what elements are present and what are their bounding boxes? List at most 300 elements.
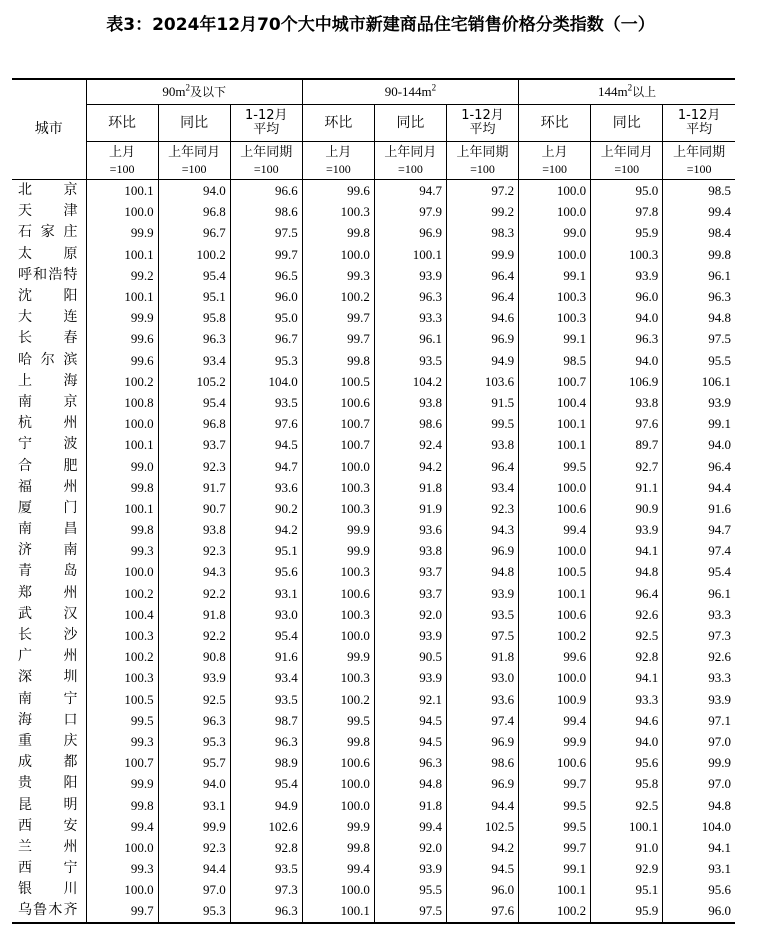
metric-header — [446, 105, 518, 142]
index-value: 100.7 — [519, 371, 591, 392]
table-row — [12, 307, 735, 328]
index-value: 98.4 — [663, 222, 735, 243]
index-value: 97.6 — [446, 900, 518, 922]
index-value: 99.9 — [663, 752, 735, 773]
index-value: 96.7 — [230, 328, 302, 349]
base-value-label: =100 — [470, 161, 495, 176]
index-value: 92.0 — [374, 604, 446, 625]
metric-header — [374, 105, 446, 142]
index-value: 94.9 — [230, 794, 302, 815]
table-row — [12, 583, 735, 604]
index-value: 100.1 — [86, 434, 158, 455]
city-name: 银川 — [18, 881, 78, 898]
index-value: 99.9 — [519, 731, 591, 752]
index-value: 92.4 — [374, 434, 446, 455]
index-value: 100.3 — [86, 667, 158, 688]
index-value: 92.6 — [591, 604, 663, 625]
group-label: 144m — [597, 84, 628, 99]
base-value-label: =100 — [325, 161, 351, 176]
index-value: 100.2 — [86, 583, 158, 604]
table-row — [12, 858, 735, 879]
index-value: 97.2 — [446, 180, 518, 202]
index-value: 99.0 — [86, 455, 158, 476]
index-value: 102.5 — [446, 816, 518, 837]
index-value: 94.5 — [446, 858, 518, 879]
metric-header-line1: 1-12月 — [677, 108, 721, 123]
index-value: 91.8 — [158, 604, 230, 625]
index-value: 100.1 — [86, 180, 158, 202]
index-value: 100.3 — [302, 561, 374, 582]
group-label: 90-144m — [384, 84, 432, 99]
index-value: 97.6 — [230, 413, 302, 434]
index-value: 100.0 — [302, 625, 374, 646]
city-name: 石家庄 — [18, 224, 78, 241]
index-value: 100.8 — [86, 392, 158, 413]
index-value: 99.4 — [663, 201, 735, 222]
index-value: 100.2 — [302, 286, 374, 307]
index-value: 105.2 — [158, 371, 230, 392]
table-row — [12, 879, 735, 900]
index-value: 96.4 — [446, 286, 518, 307]
city-name: 哈尔滨 — [18, 351, 78, 368]
base-value-label: =100 — [614, 161, 640, 176]
table-body — [12, 180, 735, 923]
index-value: 96.3 — [230, 900, 302, 922]
index-value: 94.6 — [591, 710, 663, 731]
index-value: 95.3 — [158, 731, 230, 752]
index-value: 100.5 — [86, 689, 158, 710]
table-row — [12, 265, 735, 286]
index-value: 99.9 — [86, 222, 158, 243]
base-period-header — [446, 142, 518, 180]
metric-header-line1: 环比 — [108, 114, 137, 131]
city-name: 上海 — [18, 372, 78, 389]
index-value: 100.0 — [519, 477, 591, 498]
table-row — [12, 689, 735, 710]
base-value-label: =100 — [253, 161, 279, 176]
table-row — [12, 244, 735, 265]
index-value: 99.5 — [519, 455, 591, 476]
index-value: 100.0 — [86, 879, 158, 900]
table-row — [12, 498, 735, 519]
index-value: 95.0 — [230, 307, 302, 328]
city-name: 天津 — [18, 203, 78, 220]
index-value: 94.8 — [663, 794, 735, 815]
index-value: 94.3 — [446, 519, 518, 540]
size-group-header — [86, 79, 302, 105]
index-value: 99.1 — [519, 858, 591, 879]
index-value: 95.5 — [374, 879, 446, 900]
city-name: 昆明 — [18, 796, 78, 813]
index-value: 99.9 — [302, 816, 374, 837]
index-value: 92.3 — [446, 498, 518, 519]
city-name: 西宁 — [18, 860, 78, 877]
index-value: 99.4 — [86, 816, 158, 837]
base-period-label: 上月 — [109, 144, 136, 160]
index-value: 99.9 — [158, 816, 230, 837]
city-name: 重庆 — [18, 732, 78, 749]
index-value: 96.9 — [446, 540, 518, 561]
index-value: 99.7 — [519, 837, 591, 858]
metric-header — [663, 105, 735, 142]
index-value: 96.8 — [158, 413, 230, 434]
index-value: 93.7 — [158, 434, 230, 455]
index-value: 100.6 — [302, 392, 374, 413]
index-value: 99.9 — [86, 307, 158, 328]
size-group-header — [302, 79, 518, 105]
index-value: 93.9 — [158, 667, 230, 688]
index-value: 100.7 — [302, 434, 374, 455]
index-value: 94.0 — [591, 350, 663, 371]
base-period-header — [230, 142, 302, 180]
table-row — [12, 434, 735, 455]
index-value: 100.0 — [302, 773, 374, 794]
city-name: 南宁 — [18, 690, 78, 707]
index-value: 96.3 — [374, 286, 446, 307]
index-value: 95.8 — [158, 307, 230, 328]
metric-header-line1: 环比 — [324, 114, 353, 131]
base-value-label: =100 — [181, 161, 207, 176]
index-value: 100.2 — [86, 371, 158, 392]
index-value: 91.6 — [230, 646, 302, 667]
group-superscript: 2 — [431, 82, 437, 93]
index-value: 93.0 — [446, 667, 518, 688]
base-period-header — [663, 142, 735, 180]
index-value: 100.0 — [302, 244, 374, 265]
index-value: 99.7 — [302, 307, 374, 328]
index-value: 94.2 — [446, 837, 518, 858]
index-value: 99.3 — [86, 540, 158, 561]
index-value: 92.2 — [158, 583, 230, 604]
index-value: 96.4 — [663, 455, 735, 476]
index-value: 100.6 — [302, 583, 374, 604]
city-name: 武汉 — [18, 605, 78, 622]
index-value: 96.1 — [663, 265, 735, 286]
index-value: 99.4 — [519, 710, 591, 731]
index-value: 99.8 — [302, 731, 374, 752]
index-value: 100.2 — [86, 646, 158, 667]
index-value: 99.8 — [302, 222, 374, 243]
index-value: 93.9 — [374, 265, 446, 286]
index-value: 99.6 — [302, 180, 374, 202]
index-value: 93.5 — [230, 392, 302, 413]
table-row — [12, 625, 735, 646]
base-period-label: 上年同月 — [168, 144, 221, 160]
index-value: 99.3 — [302, 265, 374, 286]
index-value: 95.6 — [230, 561, 302, 582]
index-value: 93.9 — [374, 667, 446, 688]
index-value: 100.0 — [302, 455, 374, 476]
index-value: 100.1 — [86, 498, 158, 519]
base-period-label: 上月 — [541, 144, 568, 160]
index-value: 93.7 — [374, 561, 446, 582]
index-value: 92.8 — [230, 837, 302, 858]
index-value: 97.9 — [374, 201, 446, 222]
base-period-label: 上年同期 — [456, 144, 509, 160]
city-name: 合肥 — [18, 457, 78, 474]
table-row — [12, 540, 735, 561]
index-value: 100.1 — [519, 879, 591, 900]
index-value: 100.3 — [302, 201, 374, 222]
index-value: 99.9 — [302, 646, 374, 667]
index-value: 90.2 — [230, 498, 302, 519]
index-value: 99.8 — [302, 837, 374, 858]
city-name: 大连 — [18, 309, 78, 326]
base-value-label: =100 — [542, 161, 568, 176]
index-value: 91.9 — [374, 498, 446, 519]
index-value: 100.2 — [519, 900, 591, 922]
table-row — [12, 710, 735, 731]
index-value: 95.4 — [663, 561, 735, 582]
city-name: 宁波 — [18, 436, 78, 453]
index-value: 93.9 — [374, 858, 446, 879]
index-value: 99.9 — [302, 519, 374, 540]
index-value: 93.6 — [446, 689, 518, 710]
index-value: 100.0 — [519, 201, 591, 222]
index-value: 93.4 — [446, 477, 518, 498]
index-value: 93.1 — [158, 794, 230, 815]
index-value: 96.4 — [446, 265, 518, 286]
index-value: 94.0 — [663, 434, 735, 455]
index-value: 91.5 — [446, 392, 518, 413]
table-header — [12, 79, 735, 180]
index-value: 96.9 — [446, 328, 518, 349]
index-value: 92.1 — [374, 689, 446, 710]
index-value: 93.3 — [663, 667, 735, 688]
index-value: 97.4 — [663, 540, 735, 561]
index-value: 93.9 — [591, 265, 663, 286]
index-value: 95.8 — [591, 773, 663, 794]
city-name: 成都 — [18, 754, 78, 771]
index-value: 100.4 — [86, 604, 158, 625]
index-value: 99.5 — [519, 794, 591, 815]
index-value: 96.3 — [230, 731, 302, 752]
table-row — [12, 413, 735, 434]
index-value: 100.3 — [519, 307, 591, 328]
index-value: 96.6 — [230, 180, 302, 202]
metric-header-line1: 1-12月 — [244, 108, 288, 123]
index-value: 99.2 — [86, 265, 158, 286]
index-value: 96.0 — [591, 286, 663, 307]
index-value: 91.7 — [158, 477, 230, 498]
metric-header — [158, 105, 230, 142]
city-column-header: 城市 — [12, 79, 86, 180]
index-value: 99.6 — [86, 328, 158, 349]
city-name: 南京 — [18, 393, 78, 410]
base-period-header — [519, 142, 591, 180]
index-value: 92.8 — [591, 646, 663, 667]
index-value: 99.7 — [302, 328, 374, 349]
index-value: 96.0 — [446, 879, 518, 900]
index-value: 100.2 — [158, 244, 230, 265]
index-value: 94.8 — [446, 561, 518, 582]
index-value: 94.7 — [230, 455, 302, 476]
base-period-header — [86, 142, 158, 180]
index-value: 99.5 — [519, 816, 591, 837]
city-name: 杭州 — [18, 415, 78, 432]
index-value: 106.1 — [663, 371, 735, 392]
city-name: 郑州 — [18, 584, 78, 601]
base-period-label: 上年同月 — [600, 144, 653, 160]
index-value: 94.4 — [446, 794, 518, 815]
city-name: 福州 — [18, 478, 78, 495]
table-row — [12, 646, 735, 667]
group-superscript: 2 — [627, 82, 633, 93]
table-row — [12, 900, 735, 922]
index-value: 95.9 — [591, 222, 663, 243]
table-row — [12, 392, 735, 413]
index-value: 91.1 — [591, 477, 663, 498]
index-value: 95.1 — [158, 286, 230, 307]
index-value: 102.6 — [230, 816, 302, 837]
index-value: 100.6 — [519, 752, 591, 773]
index-value: 99.5 — [446, 413, 518, 434]
index-value: 96.1 — [663, 583, 735, 604]
table-row — [12, 604, 735, 625]
index-value: 99.4 — [302, 858, 374, 879]
index-value: 94.9 — [446, 350, 518, 371]
index-value: 97.3 — [663, 625, 735, 646]
index-value: 96.3 — [591, 328, 663, 349]
index-value: 97.1 — [663, 710, 735, 731]
index-value: 104.0 — [230, 371, 302, 392]
index-value: 97.6 — [591, 413, 663, 434]
metric-header — [230, 105, 302, 142]
metric-header — [519, 105, 591, 142]
group-label: 90m — [162, 84, 186, 99]
index-value: 92.5 — [591, 625, 663, 646]
index-value: 100.3 — [591, 244, 663, 265]
index-value: 93.8 — [374, 540, 446, 561]
index-value: 98.6 — [446, 752, 518, 773]
index-value: 95.4 — [158, 392, 230, 413]
index-value: 95.1 — [230, 540, 302, 561]
city-name: 长春 — [18, 330, 78, 347]
index-value: 98.3 — [446, 222, 518, 243]
index-value: 99.1 — [519, 328, 591, 349]
index-value: 100.1 — [86, 286, 158, 307]
index-value: 91.6 — [663, 498, 735, 519]
index-value: 90.7 — [158, 498, 230, 519]
base-period-label: 上年同期 — [240, 144, 293, 160]
index-value: 93.8 — [591, 392, 663, 413]
index-value: 93.1 — [230, 583, 302, 604]
index-value: 95.4 — [230, 773, 302, 794]
index-value: 98.6 — [230, 201, 302, 222]
index-value: 93.5 — [230, 689, 302, 710]
index-value: 104.0 — [663, 816, 735, 837]
metric-header-line1: 1-12月 — [461, 108, 504, 123]
index-value: 99.8 — [663, 244, 735, 265]
index-value: 100.0 — [519, 667, 591, 688]
index-value: 95.4 — [230, 625, 302, 646]
table-row — [12, 667, 735, 688]
index-value: 90.5 — [374, 646, 446, 667]
index-value: 95.1 — [591, 879, 663, 900]
index-value: 93.0 — [230, 604, 302, 625]
index-value: 93.8 — [374, 392, 446, 413]
index-value: 93.9 — [663, 392, 735, 413]
index-value: 94.4 — [158, 858, 230, 879]
metric-header — [302, 105, 374, 142]
index-value: 97.5 — [446, 625, 518, 646]
table-row — [12, 519, 735, 540]
index-value: 99.2 — [446, 201, 518, 222]
index-value: 100.0 — [86, 413, 158, 434]
price-index-table — [12, 78, 735, 924]
index-value: 100.0 — [86, 201, 158, 222]
table-row — [12, 752, 735, 773]
index-value: 95.6 — [663, 879, 735, 900]
index-value: 93.3 — [663, 604, 735, 625]
city-name: 太原 — [18, 245, 78, 262]
index-value: 98.5 — [663, 180, 735, 202]
index-value: 95.5 — [663, 350, 735, 371]
index-value: 96.0 — [663, 900, 735, 922]
index-value: 96.4 — [446, 455, 518, 476]
index-value: 95.6 — [591, 752, 663, 773]
index-value: 96.9 — [446, 731, 518, 752]
index-value: 97.5 — [374, 900, 446, 922]
table-row — [12, 180, 735, 202]
table-row — [12, 731, 735, 752]
index-value: 96.1 — [374, 328, 446, 349]
table-row — [12, 286, 735, 307]
index-value: 100.1 — [374, 244, 446, 265]
index-value: 97.0 — [663, 773, 735, 794]
index-value: 100.6 — [519, 498, 591, 519]
index-value: 96.4 — [591, 583, 663, 604]
index-value: 93.6 — [374, 519, 446, 540]
city-name: 厦门 — [18, 499, 78, 516]
index-value: 97.4 — [446, 710, 518, 731]
index-value: 93.4 — [158, 350, 230, 371]
base-period-label: 上月 — [325, 144, 352, 160]
index-value: 94.0 — [158, 180, 230, 202]
group-suffix: 以上 — [632, 85, 657, 99]
table-row — [12, 561, 735, 582]
index-value: 94.8 — [591, 561, 663, 582]
base-period-header — [302, 142, 374, 180]
metric-header-line1: 同比 — [612, 114, 641, 131]
index-value: 100.6 — [519, 604, 591, 625]
table-row — [12, 794, 735, 815]
city-name: 青岛 — [18, 563, 78, 580]
index-value: 93.9 — [446, 583, 518, 604]
index-value: 96.7 — [158, 222, 230, 243]
index-value: 93.3 — [591, 689, 663, 710]
index-value: 95.7 — [158, 752, 230, 773]
index-value: 92.3 — [158, 837, 230, 858]
index-value: 93.9 — [663, 689, 735, 710]
index-value: 95.3 — [230, 350, 302, 371]
table-row — [12, 477, 735, 498]
city-name: 沈阳 — [18, 288, 78, 305]
index-value: 97.0 — [158, 879, 230, 900]
index-value: 100.3 — [302, 498, 374, 519]
index-value: 97.3 — [230, 879, 302, 900]
index-value: 96.0 — [230, 286, 302, 307]
index-value: 95.3 — [158, 900, 230, 922]
metric-header — [591, 105, 663, 142]
base-period-header — [374, 142, 446, 180]
index-value: 94.0 — [591, 307, 663, 328]
city-name: 济南 — [18, 542, 78, 559]
metric-header-line1: 环比 — [540, 114, 569, 131]
table-row — [12, 350, 735, 371]
table-row — [12, 201, 735, 222]
index-value: 97.0 — [663, 731, 735, 752]
